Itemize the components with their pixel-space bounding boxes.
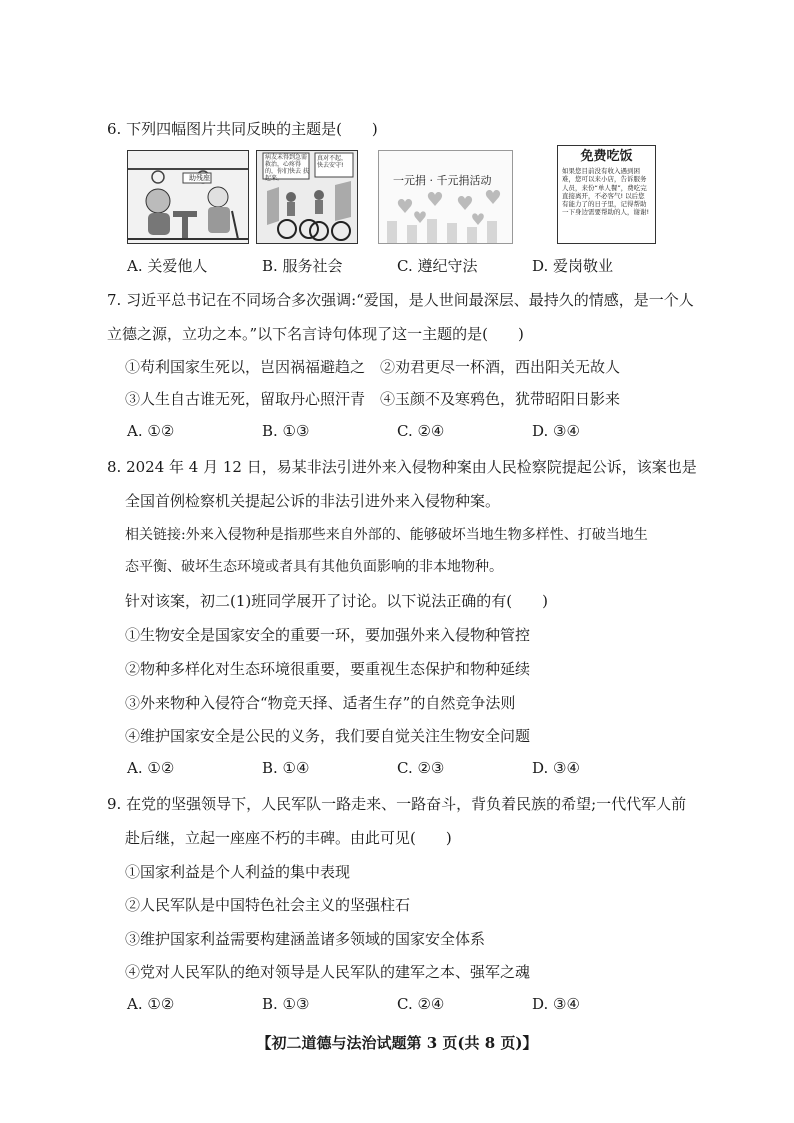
q6-option-a[interactable]: A. 关爱他人 — [127, 257, 208, 275]
q7-option-a[interactable]: A. ①② — [127, 422, 175, 440]
q9-option-d[interactable]: D. ③④ — [532, 995, 580, 1013]
q6-option-c[interactable]: C. 遵纪守法 — [397, 257, 478, 275]
q9-option-c[interactable]: C. ②④ — [397, 995, 445, 1013]
q8-item-4: ④维护国家安全是公民的义务，我们要自觉关注生物安全问题 — [125, 727, 531, 745]
q7-stem-line1: 7. 习近平总书记在不同场合多次强调:“爱国，是人世间最深层、最持久的情感，是一个人 — [107, 291, 694, 309]
q8-option-c[interactable]: C. ②③ — [397, 759, 445, 777]
q9-option-b[interactable]: B. ①③ — [262, 995, 310, 1013]
q8-link-line1: 相关链接:外来入侵物种是指那些来自外部的、能够破坏当地生物多样性、打破当地生 — [125, 527, 648, 543]
q6-picture-4 — [557, 145, 656, 244]
q7-option-d[interactable]: D. ③④ — [532, 422, 580, 440]
q6-option-d[interactable]: D. 爱岗敬业 — [532, 257, 614, 275]
q8-option-d[interactable]: D. ③④ — [532, 759, 580, 777]
q6-option-b[interactable]: B. 服务社会 — [262, 257, 343, 275]
q6-stem: 6. 下列四幅图片共同反映的主题是( ) — [107, 120, 378, 138]
q7-option-c[interactable]: C. ②④ — [397, 422, 445, 440]
q8-options — [127, 759, 667, 777]
q9-stem-line1: 9. 在党的坚强领导下，人民军队一路走来、一路奋斗，背负着民族的希望;一代代军人前 — [107, 795, 687, 813]
q6-picture-3-title: 一元捐 · 千元捐活动 — [393, 174, 492, 187]
q8-stem-line3: 针对该案，初二(1)班同学展开了讨论。以下说法正确的有( ) — [125, 592, 548, 610]
q6-picture-2 — [256, 150, 358, 244]
q6-picture-4-body: 如果您目前没有收入遇到困难，您可以来小店，告诉服务人员，来份“单人餐”，费吃完直接离开，不必客气! 以后您有能力了的日子里，记得帮助一下身边需要帮助的人，谢谢! — [562, 167, 650, 217]
q7-items-line2: ③人生自古谁无死，留取丹心照汗青 ④玉颜不及寒鸦色，犹带昭阳日影来 — [125, 390, 621, 408]
q7-stem-line2: 立德之源，立功之本。”以下名言诗句体现了这一主题的是( ) — [107, 325, 524, 343]
q6-picture-1 — [127, 150, 249, 244]
q6-picture-1-sign: 助残座 — [189, 174, 210, 182]
q8-item-3: ③外来物种入侵符合“物竞天择、适者生存”的自然竞争法则 — [125, 694, 516, 712]
q6-picture-3 — [378, 150, 513, 244]
q8-option-a[interactable]: A. ①② — [127, 759, 175, 777]
q8-item-1: ①生物安全是国家安全的重要一环，要加强外来入侵物种管控 — [125, 626, 531, 644]
q7-items-line1: ①苟利国家生死以，岂因祸福避趋之 ②劝君更尽一杯酒，西出阳关无故人 — [125, 358, 621, 376]
q7-options — [127, 422, 667, 440]
q6-picture-2-bubble-left: 病友未得到急需救治，心疼得 的，你们快去 扶起来。 — [265, 154, 309, 182]
q8-option-b[interactable]: B. ①④ — [262, 759, 310, 777]
q9-item-3: ③维护国家利益需要构建涵盖诸多领域的国家安全体系 — [125, 930, 486, 948]
q9-stem-line2: 赴后继，立起一座座不朽的丰碑。由此可见( ) — [125, 829, 452, 847]
q9-item-2: ②人民军队是中国特色社会主义的坚强柱石 — [125, 896, 411, 914]
q9-item-1: ①国家利益是个人利益的集中表现 — [125, 863, 351, 881]
q6-picture-2-bubble-right: 真对不起，快去安守! — [317, 155, 348, 169]
q9-item-4: ④党对人民军队的绝对领导是人民军队的建军之本、强军之魂 — [125, 963, 531, 981]
q6-options — [127, 255, 667, 276]
q7-option-b[interactable]: B. ①③ — [262, 422, 310, 440]
q8-link-line2: 态平衡、破坏生态环境或者具有其他负面影响的非本地物种。 — [125, 559, 503, 575]
page-footer: 【初二道德与法治试题第 3 页(共 8 页)】 — [256, 1034, 538, 1052]
q9-option-a[interactable]: A. ①② — [127, 995, 175, 1013]
q8-stem-line2: 全国首例检察机关提起公诉的非法引进外来入侵物种案。 — [125, 492, 501, 510]
q6-picture-4-title: 免费吃饭 — [580, 149, 633, 164]
q8-stem-line1: 8. 2024 年 4 月 12 日，易某非法引进外来入侵物种案由人民检察院提起公诉，该案也是 — [107, 458, 697, 476]
q9-options — [127, 995, 667, 1013]
q8-item-2: ②物种多样化对生态环境很重要，要重视生态保护和物种延续 — [125, 660, 531, 678]
